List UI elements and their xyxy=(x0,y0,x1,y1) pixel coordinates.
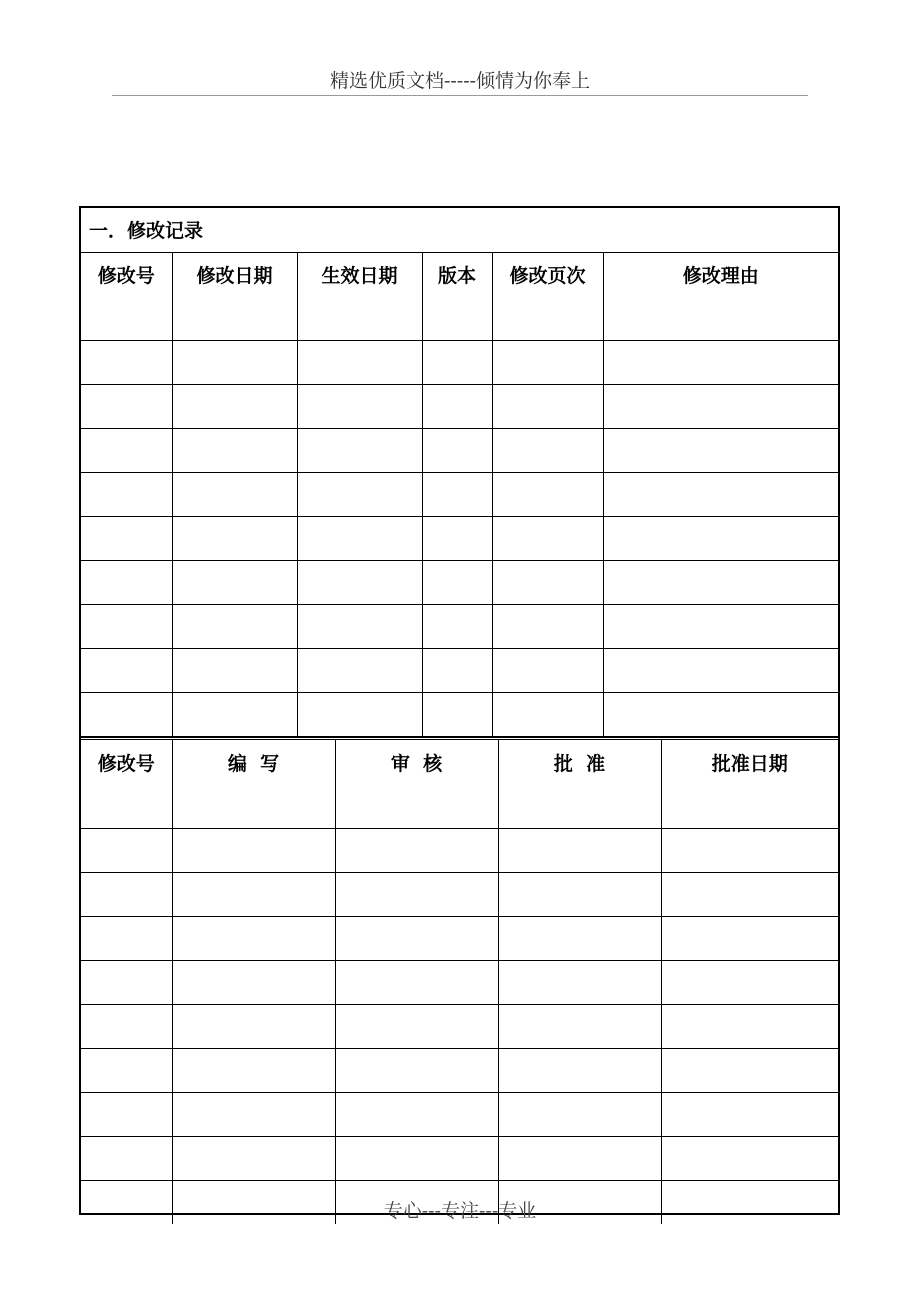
table-cell[interactable] xyxy=(422,560,492,604)
table-cell[interactable] xyxy=(661,828,838,872)
table-row xyxy=(81,916,838,960)
table-cell[interactable] xyxy=(492,560,603,604)
revision-rows xyxy=(81,296,838,736)
table-cell[interactable] xyxy=(492,296,603,340)
table-cell[interactable] xyxy=(661,1048,838,1092)
table-cell[interactable] xyxy=(81,384,172,428)
table-row xyxy=(81,428,838,472)
table-cell[interactable] xyxy=(422,340,492,384)
table-cell[interactable] xyxy=(661,872,838,916)
table-cell[interactable] xyxy=(492,604,603,648)
table-row xyxy=(81,872,838,916)
table-cell[interactable] xyxy=(492,692,603,736)
table-cell[interactable] xyxy=(603,384,838,428)
table-row xyxy=(81,828,838,872)
table-cell[interactable] xyxy=(335,828,498,872)
table-cell[interactable] xyxy=(81,648,172,692)
table-row xyxy=(81,1048,838,1092)
table-cell[interactable] xyxy=(172,872,335,916)
table-row xyxy=(81,472,838,516)
table-cell[interactable] xyxy=(172,1004,335,1048)
col-author: 编 写 xyxy=(172,740,335,784)
table-cell[interactable] xyxy=(603,472,838,516)
col-revision-reason: 修改理由 xyxy=(603,252,838,296)
table-cell[interactable] xyxy=(492,648,603,692)
table-cell[interactable] xyxy=(297,516,422,560)
table-cell[interactable] xyxy=(603,428,838,472)
table-cell[interactable] xyxy=(172,340,297,384)
table-cell[interactable] xyxy=(297,560,422,604)
table-cell[interactable] xyxy=(297,428,422,472)
table-cell[interactable] xyxy=(297,296,422,340)
table-cell[interactable] xyxy=(498,916,661,960)
table-cell[interactable] xyxy=(603,340,838,384)
table-row xyxy=(81,1136,838,1180)
table-cell[interactable] xyxy=(172,1048,335,1092)
table-row xyxy=(81,1004,838,1048)
table-cell[interactable] xyxy=(297,384,422,428)
table-cell[interactable] xyxy=(335,1004,498,1048)
table-row xyxy=(81,960,838,1004)
approval-table xyxy=(81,740,838,1224)
table-cell[interactable] xyxy=(172,692,297,736)
table-cell[interactable] xyxy=(498,1048,661,1092)
table-cell[interactable] xyxy=(81,1136,172,1180)
table-row xyxy=(81,340,838,384)
table-row xyxy=(81,692,838,736)
table-cell[interactable] xyxy=(422,692,492,736)
table-cell[interactable] xyxy=(81,1048,172,1092)
table-cell[interactable] xyxy=(335,916,498,960)
table-cell[interactable] xyxy=(603,516,838,560)
col-revised-pages: 修改页次 xyxy=(492,252,603,296)
table-row xyxy=(81,648,838,692)
table-cell[interactable] xyxy=(661,1092,838,1136)
table-cell[interactable] xyxy=(297,472,422,516)
table-cell[interactable] xyxy=(172,516,297,560)
table-cell[interactable] xyxy=(422,384,492,428)
table-cell[interactable] xyxy=(297,340,422,384)
table-cell[interactable] xyxy=(422,604,492,648)
revision-form xyxy=(79,206,840,1215)
table-cell[interactable] xyxy=(297,648,422,692)
header-divider xyxy=(112,95,808,96)
table-cell[interactable] xyxy=(81,296,172,340)
table-cell[interactable] xyxy=(297,692,422,736)
table-cell[interactable] xyxy=(81,604,172,648)
table-cell[interactable] xyxy=(603,692,838,736)
section-title: 一．修改记录 xyxy=(81,208,838,252)
page-footer-text: 专心---专注---专业 xyxy=(383,1200,537,1222)
table-cell[interactable] xyxy=(81,960,172,1004)
table-row xyxy=(81,1092,838,1136)
table-cell[interactable] xyxy=(603,648,838,692)
table-cell[interactable] xyxy=(661,1136,838,1180)
table-row xyxy=(81,516,838,560)
table-cell[interactable] xyxy=(661,960,838,1004)
table-cell[interactable] xyxy=(297,604,422,648)
page-header-text: 精选优质文档-----倾情为你奉上 xyxy=(329,70,591,92)
col-version: 版本 xyxy=(422,252,492,296)
table-cell[interactable] xyxy=(81,692,172,736)
table-cell[interactable] xyxy=(492,516,603,560)
table-cell[interactable] xyxy=(81,872,172,916)
table-cell[interactable] xyxy=(603,560,838,604)
table-cell[interactable] xyxy=(335,1048,498,1092)
table-cell[interactable] xyxy=(172,296,297,340)
table-cell[interactable] xyxy=(81,784,172,828)
col-revision-no-2: 修改号 xyxy=(81,740,172,784)
table-cell[interactable] xyxy=(492,340,603,384)
table-cell[interactable] xyxy=(172,1136,335,1180)
table-cell[interactable] xyxy=(81,1092,172,1136)
table-cell[interactable] xyxy=(172,828,335,872)
table-cell[interactable] xyxy=(81,916,172,960)
col-approval-date: 批准日期 xyxy=(661,740,838,784)
table-cell[interactable] xyxy=(81,560,172,604)
table-cell[interactable] xyxy=(498,1004,661,1048)
table-cell[interactable] xyxy=(498,872,661,916)
table-cell[interactable] xyxy=(492,384,603,428)
table-cell[interactable] xyxy=(172,560,297,604)
approval-header-row xyxy=(81,740,838,784)
table-cell[interactable] xyxy=(661,916,838,960)
table-cell[interactable] xyxy=(335,960,498,1004)
table-cell[interactable] xyxy=(661,1004,838,1048)
table-cell[interactable] xyxy=(603,604,838,648)
table-cell[interactable] xyxy=(335,1092,498,1136)
revision-record-table xyxy=(81,208,838,736)
table-cell[interactable] xyxy=(172,1092,335,1136)
table-cell[interactable] xyxy=(492,472,603,516)
table-cell[interactable] xyxy=(81,1004,172,1048)
table-cell[interactable] xyxy=(492,428,603,472)
table-cell[interactable] xyxy=(422,428,492,472)
col-reviewer: 审 核 xyxy=(335,740,498,784)
table-cell[interactable] xyxy=(498,784,661,828)
table-cell[interactable] xyxy=(603,296,838,340)
table-cell[interactable] xyxy=(335,1136,498,1180)
table-cell[interactable] xyxy=(172,604,297,648)
table-cell[interactable] xyxy=(498,828,661,872)
table-cell[interactable] xyxy=(661,784,838,828)
table-cell[interactable] xyxy=(172,472,297,516)
table-cell[interactable] xyxy=(498,960,661,1004)
col-revision-date: 修改日期 xyxy=(172,252,297,296)
table-cell[interactable] xyxy=(81,472,172,516)
col-revision-no: 修改号 xyxy=(81,252,172,296)
approval-rows xyxy=(81,784,838,1224)
table-cell[interactable] xyxy=(81,428,172,472)
table-cell[interactable] xyxy=(498,1092,661,1136)
revision-header-row xyxy=(81,252,838,296)
table-row xyxy=(81,384,838,428)
table-cell[interactable] xyxy=(172,384,297,428)
table-cell[interactable] xyxy=(335,784,498,828)
table-cell[interactable] xyxy=(172,960,335,1004)
col-effective-date: 生效日期 xyxy=(297,252,422,296)
col-approver: 批 准 xyxy=(498,740,661,784)
table-cell[interactable] xyxy=(81,340,172,384)
table-cell[interactable] xyxy=(422,472,492,516)
table-cell[interactable] xyxy=(172,784,335,828)
table-row xyxy=(81,784,838,828)
table-cell[interactable] xyxy=(81,516,172,560)
table-row xyxy=(81,560,838,604)
table-cell[interactable] xyxy=(172,428,297,472)
table-cell[interactable] xyxy=(422,516,492,560)
table-cell[interactable] xyxy=(172,648,297,692)
table-cell[interactable] xyxy=(172,916,335,960)
table-cell[interactable] xyxy=(422,296,492,340)
table-cell[interactable] xyxy=(422,648,492,692)
table-cell[interactable] xyxy=(498,1136,661,1180)
table-cell[interactable] xyxy=(335,872,498,916)
table-row xyxy=(81,604,838,648)
table-cell[interactable] xyxy=(81,828,172,872)
table-row xyxy=(81,296,838,340)
